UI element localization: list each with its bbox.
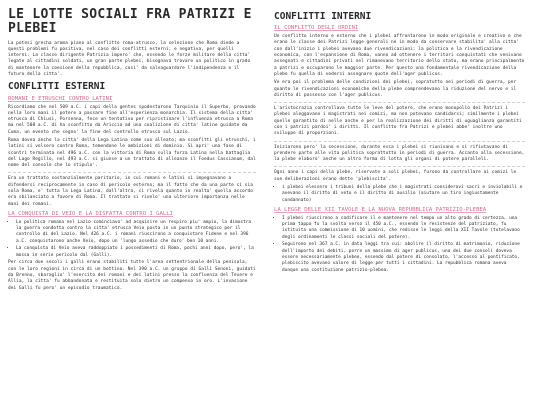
paragraph-a2: Roma dovea ancho la citta' della Lega Latina come suo alleato; ma sconfitti gli etruschi, i latini si volsero contro Roma, temendone le ambizioni di dominio. Si apri' una fase di scontri terminata nel 496 a.C. con la vittoria di Roma sulla forza Latina nella battaglia del Lago Regillo, nel 493 a.C. si giunse a un trattato di alleanze il Foedus Cassianum, dal nome del console che lo stipulo'. (8, 138, 256, 169)
bullet-list-veio (8, 220, 256, 259)
divider (274, 166, 525, 167)
list-item: • Lo politica romana nel Lazio cominciavo' ad acquisire un respiro piu' ampio, la dimostra la guerra condotta contro la citta' etrusca Veio posta in un punto strategico per il controllo di del Lazio. Nel 426 a.C. i romani riuscirono a conquistare Fidene e nel 396 a.C. conquistarono anche Veio, dopo un 'lungo assedio che duro' ben 10 anni. (16, 220, 256, 245)
section-title-external: CONFLITTI ESTERNI (8, 81, 106, 93)
list-item: • La conquista di Veio aveva raddoppiato i possedimenti di Roma, pochi anni dopo, pero', la mossa in serie pericolo dal (Galli). (16, 246, 256, 259)
paragraph-r1: Un conflitto interno e esterno che i plebei affrontarono in modo originale e creativo e che erano le classe dei Patrizi legge generali ne in modo da conservare stabilita' alla citta' con dall'inizio i plebei avevano due rivendicazioni: la politica e la rivendicazione economica, con l'espansione di Roma, vanno ad ottenere i territori conquistati che venivano assegnati e cittadini privati nel rimanevano territorio dello stato, ma erano principalmente a patrizi e occuparono le maggior parte. Per questo una fondamentale rivendicazione della plebe fu quella di vedersi assegnare quote dell'ager publicus. (274, 34, 525, 77)
divider (274, 141, 525, 142)
paragraph-r2: Ve era poi il problema delle condizioni dei plebei, sopratutto nei periodi di guerra, per quanto le rivendicazioni economiche della plebe comprendevano la riduzione del nervo e il diritto di possesso con l'ager publicus. (274, 80, 517, 98)
paragraph-b3: Per circa due secoli i galli erano stabiliti tutte l'area settentrionale della penisola, con le loro regioni in circa di un bottino. Nel 390 a.C. un gruppo di Galli Senoni, guidati da Brenno, sbaraglio' l'esercito dei romani e dei latini presso la confluenza del Tevere e Allia, la citta' fu abbandonata e restituita solo dietro un compenso in oro. L'invasione dei Galli fu pero' un episodio traumatico. (8, 260, 256, 291)
list-item: • i plebei elessero i tribuni della plebe che i magistrati consideravi sacri e inviolabili e avevano il diritto di veto e il diritto di ausilio (aiutare un tiro ingiustamente condannato) (282, 185, 525, 204)
intro-paragraph: La potesi grecha aroma piano al conflitto roma-atrusco, la selezione che Roma diede a questi problemi fu positiva, nel caso dei conflitti esterni, e negativa, per quelli interni. La classe dirigente Patrizia impero' che, essendo le forze militare della citta' legate al cittadini soldati, un gran parte plebei, bisognava trovare un politico in grado di mantenere la coesione della repubblica, cosi' da salvaguardare l'indipendenza e il futuro della citta'. (8, 40, 251, 78)
paragraph-a3: Era un trattato sostanzialmente paritario, in cui romani e latini si impegnavano a difendersi reciprocamente in caso di pericolo esterno; ma il fatto che da una parte ci sia sola Roma, e' tutta la Lega Latina, dall'altra, ci rivela quanto in realta' quella accordo era sbilanciato a favore di Roma. Il trattato si rivelo' una ulteriore importanza nelle mani dei romani. (8, 176, 253, 207)
section-title-internal: CONFLITTI INTERNI (274, 11, 372, 22)
subheading-orders: IL CONFLITTO DEGLI ORDINI (274, 25, 359, 32)
paragraph-r3: L'aristocrazia controllava tutte le leve del potere, che erano monopolio dei Patrizi i plebei aleggavano i magistrati nei comizi, ma non potevano candidarsi; similmente i plebei quelle garantito di nelle anche e per la realizzazione dei diritti di uguaglianza garantiti con i patrizi pardoi' i diritti. Il conflitto fra Patrizi e plebei abbe' inoltre uno sviluppo di proporzioni. (274, 106, 522, 137)
subheading-veio: LA CONQUISTA DI VEIO E LA DISFATTA CONTRO I GALLI (8, 210, 174, 217)
divider (274, 102, 525, 103)
divider (8, 172, 256, 173)
page-title: LE LOTTE SOCIALI FRA PATRIZI E PLEBEI (8, 7, 252, 37)
list-item: • I plebei riuscirono a codificare il e mantenere nel tempo un alto grado di certezza, una prima tappa fu la svolta verso il 450 a.C., essendo le resistenze del patriziato, fu istituita una commissione di 10 uomini, che redisse le leggi della XII Tavole (tutelavano degli ordinamenti le classi sociali del potere). (282, 216, 525, 241)
paragraph-a1: Ricordiamo che nel 509 a.C. i capi della gentes spodestarono Tarquinio il Superbo, provando nella loro mani il potere a passare fine all'esperienza monarchia. Il sistema della citta' etrusca di Chiusi, Porsenna, fece un tentativo per ripristinare l'influenza etrusca a Roma ma nel 508 a.C. di ha sconfitto da Ariccia ad una coalizione di citta' latine guidate da Cuma, un evento che segno' la fine del controllo etrusco sul Lazio. (8, 104, 256, 135)
subheading-twelve-tables: LA LEGGE DELLE XII TAVOLE E LA NUOVA REPUBBLICA PATRIZIO-PLEBEA (274, 206, 487, 213)
list-item: • Seguirono nel 367 a.C. in data leggi tra cui: abolire il diritto di matrimonio, riduzione dell'importo dei debiti, porre un massimo di ager publicus, una dei due consoli doveva essere necessariamente plebeo, essendo dal potere di consolato, l'accesso al pontificato, plebiscito avevano valore di legge per tutti i cittadini. La repubblica romana aveva dunque una costituzione patrizio-plebea. (282, 242, 525, 273)
left-column (8, 8, 256, 294)
paragraph-r5: Ogni anno i capi della plebe, riservate a soli plebei, furono da controllare ai comizi le sue deliberazioni erano dette 'plebiscita'. (274, 170, 517, 182)
paragraph-r4: Iniziarono pero' la secessione, durante essa i plebei si riunivano e si rifiutavano di prendere parte alle vita politica soprattutto in periodi di guerra. Accanto alla secessione, la plebe elaboro' anche un altro forma di lotta gli organi di potere paralleli. (274, 144, 525, 163)
bullet-list-tribunes (274, 185, 525, 204)
bullet-list-laws (274, 216, 525, 274)
subheading-latins: ROMANI E ETRUSCHI CONTRO LATINI (8, 95, 113, 102)
right-column (274, 8, 525, 275)
